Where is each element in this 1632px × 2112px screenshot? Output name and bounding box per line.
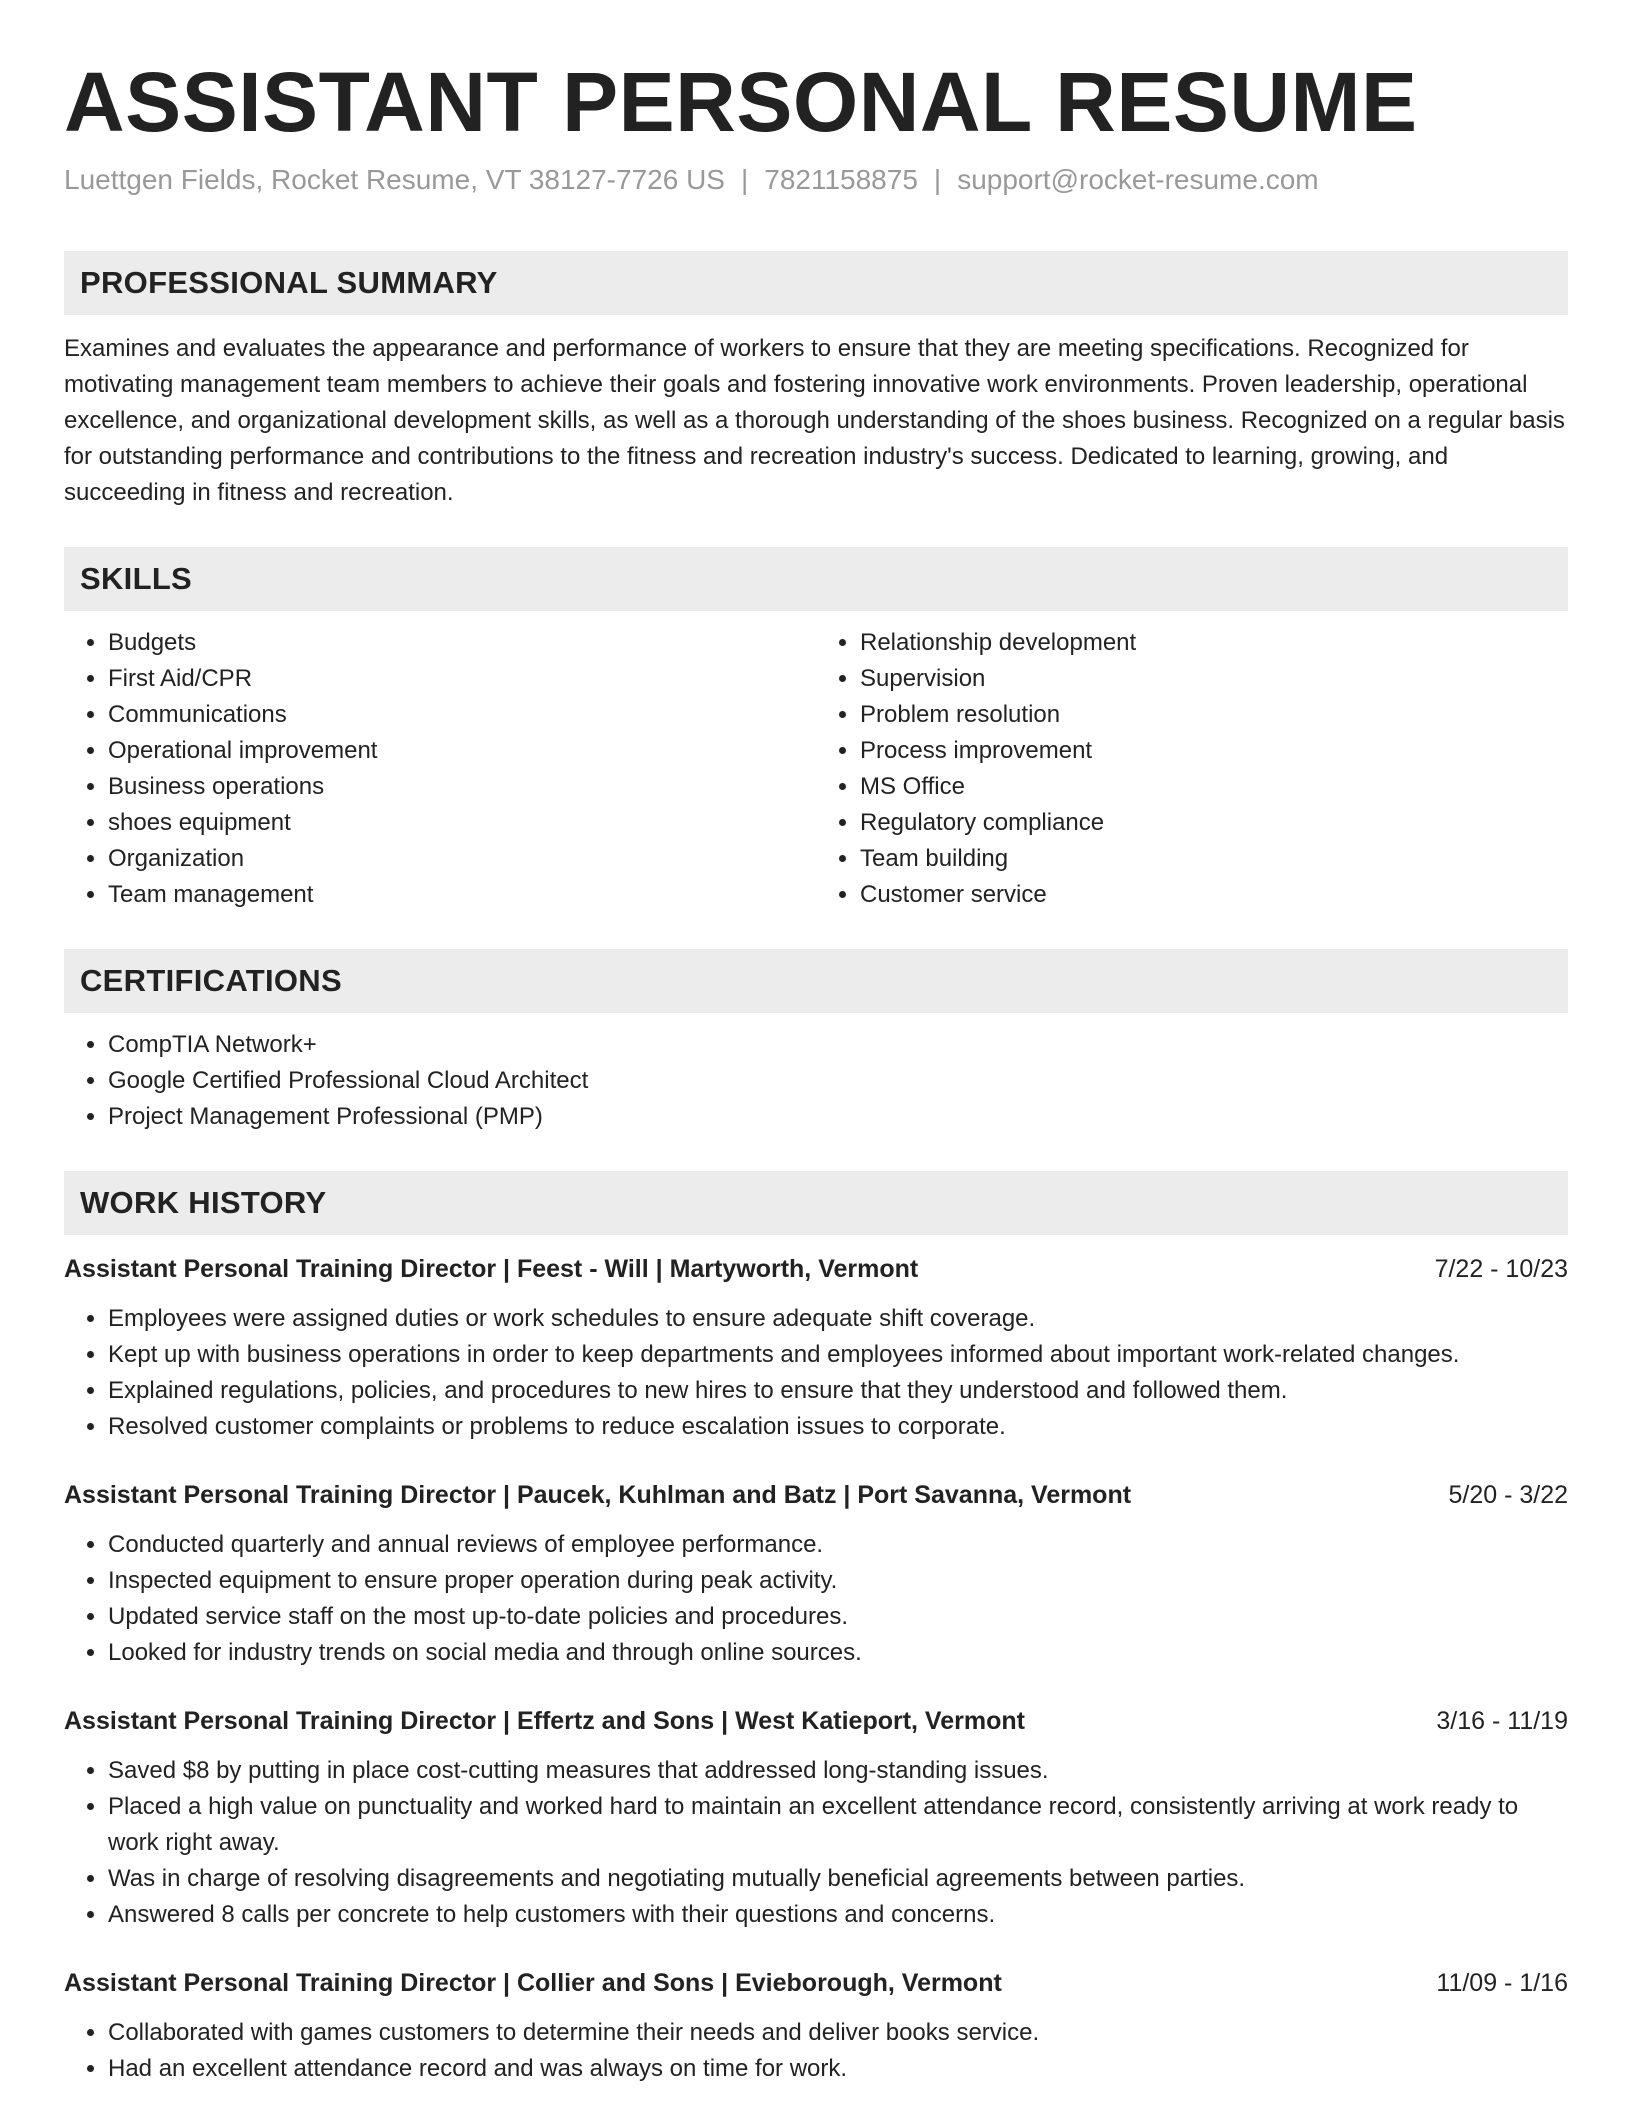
job-bullets [64,2015,1568,2087]
skills-list [64,625,1568,913]
skill-item: • Business operations [108,769,816,805]
job-dates: 7/22 - 10/23 [1434,1254,1568,1283]
skill-item: • Operational improvement [108,733,816,769]
certifications-list [64,1027,1568,1135]
job-bullets [64,1753,1568,1933]
certifications-header: CERTIFICATIONS [64,949,1568,1013]
certification-item: • Project Management Professional (PMP) [108,1099,1568,1135]
job-bullets [64,1301,1568,1445]
job-bullet: • Placed a high value on punctuality and worked hard to maintain an excellent attendance record, consistently arriving at work ready to work right away. [108,1789,1568,1861]
contact-separator: | [933,164,942,196]
contact-phone: 7821158875 [764,164,918,196]
skill-item: • shoes equipment [108,805,816,841]
skill-item: • Organization [108,841,816,877]
job-bullet: • Explained regulations, policies, and procedures to new hires to ensure that they understood and followed them. [108,1373,1568,1409]
job-dates: 3/16 - 11/19 [1436,1706,1568,1735]
skill-item: • First Aid/CPR [108,661,816,697]
skill-item: • Customer service [860,877,1568,913]
skill-item: • Relationship development [860,625,1568,661]
job-title: Assistant Personal Training Director | Feest - Will | Martyworth, Vermont [64,1254,919,1283]
job-bullets [64,1527,1568,1671]
job-bullet: • Looked for industry trends on social media and through online sources. [108,1635,1568,1671]
skills-column-right [816,625,1568,913]
job-bullet: • Answered 8 calls per concrete to help customers with their questions and concerns. [108,1897,1568,1933]
skill-item: • MS Office [860,769,1568,805]
job-title: Assistant Personal Training Director | Paucek, Kuhlman and Batz | Port Savanna, Vermont [64,1480,1132,1509]
skill-item: • Regulatory compliance [860,805,1568,841]
job-title: Assistant Personal Training Director | Effertz and Sons | West Katieport, Vermont [64,1706,1025,1735]
job-entry [64,1251,1568,1445]
job-heading [64,1477,1568,1513]
job-dates: 11/09 - 1/16 [1436,1968,1568,1997]
job-bullet: • Conducted quarterly and annual reviews of employee performance. [108,1527,1568,1563]
job-bullet: • Was in charge of resolving disagreements and negotiating mutually beneficial agreements between parties. [108,1861,1568,1897]
job-bullet: • Kept up with business operations in order to keep departments and employees informed about important work-related changes. [108,1337,1568,1373]
skill-item: • Process improvement [860,733,1568,769]
job-heading [64,1965,1568,2001]
job-bullet: • Collaborated with games customers to determine their needs and deliver books service. [108,2015,1568,2051]
skill-item: • Supervision [860,661,1568,697]
job-heading [64,1251,1568,1287]
job-bullet: • Employees were assigned duties or work schedules to ensure adequate shift coverage. [108,1301,1568,1337]
contact-separator: | [740,164,749,196]
skills-column-left [64,625,816,913]
certification-item: • Google Certified Professional Cloud Architect [108,1063,1568,1099]
work-history-header: WORK HISTORY [64,1171,1568,1235]
summary-text: Examines and evaluates the appearance and performance of workers to ensure that they are meeting specifications. Recognized for motivating management team members to achieve their goals and fostering innovative work environments. Proven leadership, operational excellence, and organizational development skills, as well as a thorough understanding of the shoes business. Recognized on a regular basis for outstanding performance and contributions to the fitness and recreation industry's success. Dedicated to learning, growing, and succeeding in fitness and recreation. [64,334,1565,506]
job-dates: 5/20 - 3/22 [1448,1480,1568,1509]
contact-address: Luettgen Fields, Rocket Resume, VT 38127-7726 US [64,164,725,196]
certification-item: • CompTIA Network+ [108,1027,1568,1063]
job-entry [64,1703,1568,1933]
skill-item: • Team building [860,841,1568,877]
job-bullet: • Resolved customer complaints or problems to reduce escalation issues to corporate. [108,1409,1568,1445]
job-title: Assistant Personal Training Director | Collier and Sons | Evieborough, Vermont [64,1968,1002,1997]
summary-header: PROFESSIONAL SUMMARY [64,251,1568,315]
job-bullet: • Inspected equipment to ensure proper operation during peak activity. [108,1563,1568,1599]
job-bullet: • Saved $8 by putting in place cost-cutting measures that addressed long-standing issues. [108,1753,1568,1789]
job-entry [64,1965,1568,2087]
skill-item: • Team management [108,877,816,913]
job-entry [64,1477,1568,1671]
skills-header: SKILLS [64,547,1568,611]
skill-item: • Budgets [108,625,816,661]
skill-item: • Problem resolution [860,697,1568,733]
job-heading [64,1703,1568,1739]
resume-title: ASSISTANT PERSONAL RESUME [64,55,1418,149]
skill-item: • Communications [108,697,816,733]
job-bullet: • Had an excellent attendance record and was always on time for work. [108,2051,1568,2087]
contact-email: support@rocket-resume.com [957,164,1319,196]
contact-line [64,162,1568,198]
job-bullet: • Updated service staff on the most up-to-date policies and procedures. [108,1599,1568,1635]
